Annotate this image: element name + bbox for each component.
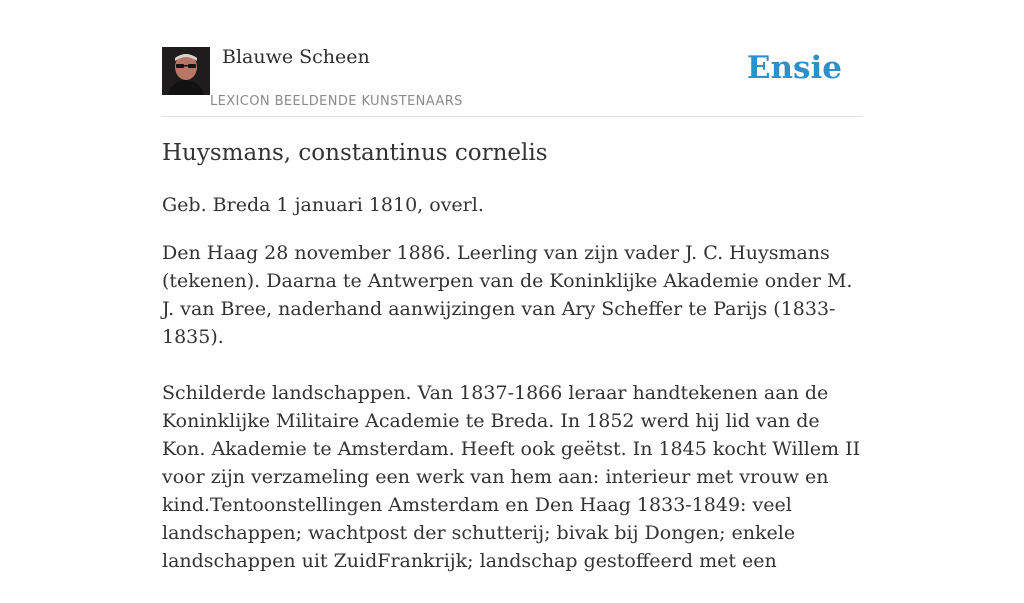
ensie-logo[interactable]: Ensie [746,50,842,86]
article-title: Huysmans, constantinus cornelis [162,140,548,166]
avatar-portrait-icon [162,47,210,95]
author-avatar[interactable] [162,47,210,95]
article-paragraph: Den Haag 28 november 1886. Leerling van zijn vader J. C. Huysmans (tekenen). Daarna te Antwerpen van de Koninklijke Akademie onder M. J. van Bree, naderhand aanwijzingen van Ary Scheffer te Parijs (1833-1835). [162,242,853,348]
article-container [162,0,862,572]
article-paragraph: Schilderde landschappen. Van 1837-1866 leraar handtekenen aan de Koninklijke Militaire Academie te Breda. In 1852 werd hij lid van de Kon. Akademie te Amsterdam. Heeft ook geëtst. In 1845 kocht Willem II voor zijn verzameling een werk van hem aan: interieur met vrouw en kind.Tentoonstellingen Amsterdam en Den Haag 1833-1849: veel landschappen; wachtpost der schutterij; bivak bij Dongen; enkele landschappen uit ZuidFrankrijk; landschap gestoffeerd met een [162,382,861,572]
article-header [162,0,862,117]
article-body [162,239,862,603]
author-name[interactable]: Blauwe Scheen [222,46,370,68]
publication-name[interactable]: LEXICON BEELDENDE KUNSTENAARS [210,94,463,109]
article-intro: Geb. Breda 1 januari 1810, overl. [162,194,484,216]
